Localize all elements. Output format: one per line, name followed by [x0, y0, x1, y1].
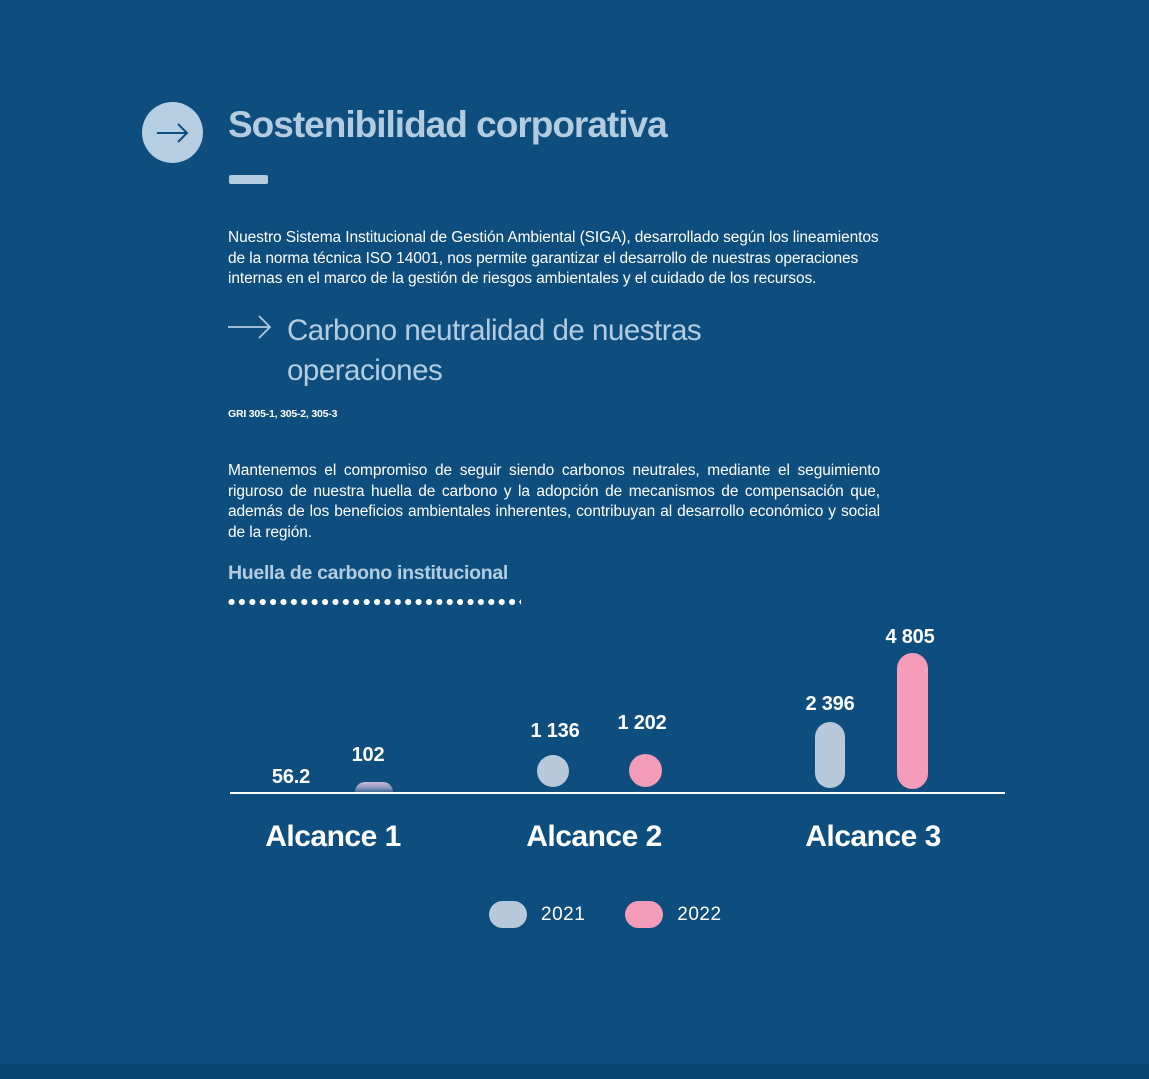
value-label-alcance3-2022: 4 805 — [885, 626, 935, 648]
bar-alcance3-2022 — [897, 653, 928, 789]
value-label-alcance1-2021: 56.2 — [271, 766, 311, 788]
chart-legend — [489, 901, 722, 928]
chart-baseline — [230, 792, 1005, 794]
footer-strip — [0, 1064, 1149, 1079]
value-label-alcance2-2021: 1 136 — [530, 720, 580, 742]
bar-alcance2-2022 — [629, 754, 662, 787]
dotted-divider — [228, 598, 521, 606]
value-label-alcance2-2022: 1 202 — [617, 712, 667, 734]
category-label-alcance1: Alcance 1 — [265, 820, 401, 853]
bar-alcance2-2021 — [537, 755, 569, 787]
legend-label-2022: 2022 — [677, 903, 722, 925]
bar-alcance1-2022 — [355, 782, 393, 792]
arrow-right-icon — [226, 314, 274, 345]
arrow-right-circle-icon — [142, 102, 203, 163]
arrow-right-glyph — [153, 121, 193, 145]
chart-title: Huella de carbono institucional — [228, 562, 508, 584]
intro-paragraph: Nuestro Sistema Institucional de Gestión Ambiental (SIGA), desarrollado según los lineamientos de la norma técnica ISO 14001, nos permite garantizar el desarrollo de nuestras operaciones internas en el marco de la gestión de riesgos ambientales y el cuidado de los recursos. — [228, 229, 879, 287]
legend-label-2021: 2021 — [541, 903, 586, 925]
category-label-alcance3: Alcance 3 — [805, 820, 941, 853]
section-title: Carbono neutralidad de nuestras operaciones — [287, 314, 702, 387]
value-label-alcance3-2021: 2 396 — [805, 693, 855, 715]
legend-swatch-2022 — [625, 901, 663, 928]
page-title: Sostenibilidad corporativa — [228, 104, 667, 145]
value-label-alcance1-2022: 102 — [351, 744, 385, 766]
gri-reference: GRI 305-1, 305-2, 305-3 — [228, 408, 338, 420]
legend-item-2022 — [625, 901, 721, 928]
bar-alcance3-2021 — [815, 722, 845, 788]
category-label-alcance2: Alcance 2 — [526, 820, 662, 853]
legend-item-2021 — [489, 901, 585, 928]
legend-swatch-2021 — [489, 901, 527, 928]
body-paragraph: Mantenemos el compromiso de seguir siendo carbonos neutrales, mediante el seguimiento riguroso de nuestra huella de carbono y la adopción de mecanismos de compensación que, además de los beneficios ambientales inherentes, contribuyan al desarrollo económico y social de la región. — [228, 462, 880, 541]
title-dash — [229, 175, 268, 184]
